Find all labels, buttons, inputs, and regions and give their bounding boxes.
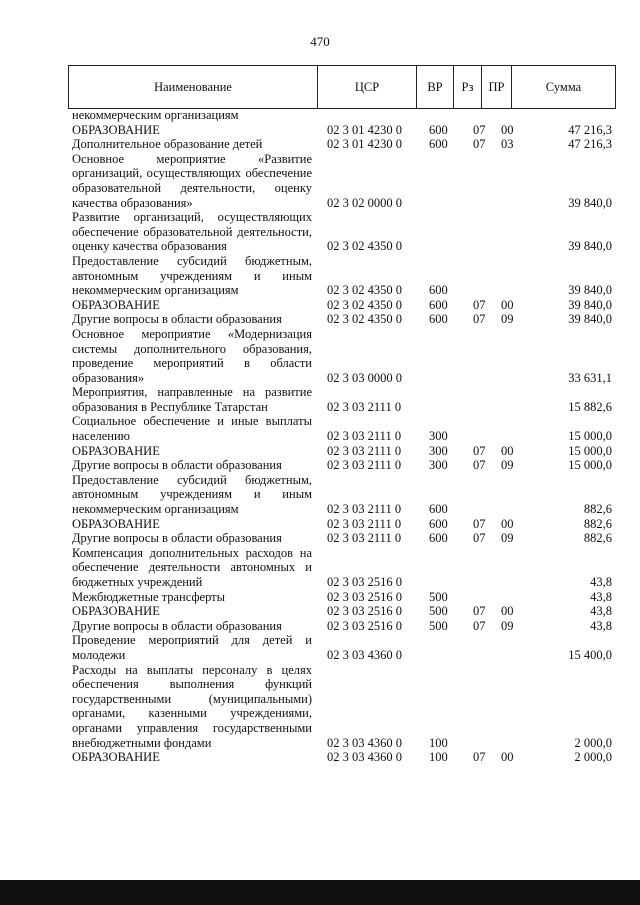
cell-csr: 02 3 02 4350 0 bbox=[327, 312, 402, 327]
table-row bbox=[72, 546, 612, 590]
page-number: 470 bbox=[310, 34, 330, 49]
cell-csr: 02 3 03 2111 0 bbox=[327, 399, 402, 414]
cell-vr: 100 bbox=[429, 750, 448, 765]
cell-csr: 02 3 02 0000 0 bbox=[327, 195, 402, 210]
cell-sum: 39 840,0 bbox=[568, 283, 612, 298]
cell-rz: 07 bbox=[473, 531, 486, 546]
cell-vr: 500 bbox=[429, 618, 448, 633]
table-row bbox=[72, 137, 612, 152]
cell-sum: 882,6 bbox=[583, 502, 612, 517]
cell-name: Дополнительное образование детей bbox=[72, 137, 263, 152]
cell-name: ОБРАЗОВАНИЕ bbox=[72, 297, 160, 312]
cell-name: Другие вопросы в области образования bbox=[72, 458, 282, 473]
table-row bbox=[72, 531, 612, 546]
cell-vr: 600 bbox=[429, 531, 448, 546]
table-row bbox=[72, 108, 612, 123]
cell-vr: 300 bbox=[429, 443, 448, 458]
table-row bbox=[72, 298, 612, 313]
cell-name: Расходы на выплаты персоналу в целях обеспечения выполнения функций государственными (муниципальными) органами, казенными учреждениями, органами управления государственными внебюджетными фондами bbox=[72, 662, 312, 750]
table-header bbox=[68, 65, 616, 109]
cell-rz: 07 bbox=[473, 137, 486, 152]
cell-csr: 02 3 03 2516 0 bbox=[327, 575, 402, 589]
cell-name: ОБРАЗОВАНИЕ bbox=[72, 750, 160, 765]
table-row bbox=[72, 750, 612, 765]
cell-pr: 00 bbox=[501, 443, 514, 458]
cell-csr: 02 3 03 2111 0 bbox=[327, 516, 402, 531]
cell-name: Основное мероприятие «Развитие организаций, осуществляющих обеспечение образовательной деятельности, оценку качества образования» bbox=[72, 151, 312, 210]
cell-name: ОБРАЗОВАНИЕ bbox=[72, 604, 160, 619]
table-row bbox=[72, 619, 612, 634]
table-row bbox=[72, 327, 612, 385]
cell-csr: 02 3 03 2516 0 bbox=[327, 618, 402, 633]
scan-border bbox=[0, 880, 640, 905]
cell-csr: 02 3 03 0000 0 bbox=[327, 370, 402, 385]
cell-csr: 02 3 03 2111 0 bbox=[327, 443, 402, 458]
cell-rz: 07 bbox=[473, 443, 486, 458]
cell-name: некоммерческим организациям bbox=[72, 108, 239, 122]
cell-csr: 02 3 02 4350 0 bbox=[327, 239, 402, 254]
cell-vr: 500 bbox=[429, 604, 448, 619]
cell-name: Другие вопросы в области образования bbox=[72, 531, 282, 546]
table-body bbox=[72, 108, 612, 765]
cell-vr: 300 bbox=[429, 458, 448, 473]
header-csr: ЦСР bbox=[318, 66, 417, 108]
cell-sum: 15 400,0 bbox=[568, 647, 612, 662]
cell-pr: 00 bbox=[501, 604, 514, 619]
cell-name: Основное мероприятие «Модернизация системы дополнительного образования, проведение мероприятий в области образования» bbox=[72, 326, 312, 385]
cell-name: Предоставление субсидий бюджетным, автономным учреждениям и иным некоммерческим организациям bbox=[72, 253, 312, 298]
cell-rz: 07 bbox=[473, 604, 486, 619]
cell-sum: 33 631,1 bbox=[568, 370, 612, 385]
table-row bbox=[72, 590, 612, 605]
cell-csr: 02 3 03 2111 0 bbox=[327, 531, 402, 546]
cell-csr: 02 3 01 4230 0 bbox=[327, 122, 402, 137]
cell-rz: 07 bbox=[473, 516, 486, 531]
header-vr: ВР bbox=[417, 66, 454, 108]
cell-pr: 03 bbox=[501, 137, 514, 152]
cell-vr: 600 bbox=[429, 137, 448, 152]
cell-vr: 500 bbox=[429, 589, 448, 604]
cell-name: Другие вопросы в области образования bbox=[72, 618, 282, 633]
table-row bbox=[72, 254, 612, 298]
cell-pr: 09 bbox=[501, 618, 514, 633]
cell-csr: 02 3 01 4230 0 bbox=[327, 137, 402, 152]
cell-csr: 02 3 03 4360 0 bbox=[327, 750, 402, 765]
cell-vr: 300 bbox=[429, 429, 448, 444]
header-rz: Рз bbox=[454, 66, 482, 108]
table-row bbox=[72, 414, 612, 443]
cell-vr: 600 bbox=[429, 502, 448, 517]
table-row bbox=[72, 458, 612, 473]
cell-name: Мероприятия, направленные на развитие образования в Республике Татарстан bbox=[72, 385, 312, 414]
cell-rz: 07 bbox=[473, 312, 486, 327]
cell-rz: 07 bbox=[473, 750, 486, 765]
cell-pr: 09 bbox=[501, 312, 514, 327]
cell-name: Социальное обеспечение и иные выплаты населению bbox=[72, 414, 312, 444]
cell-pr: 00 bbox=[501, 516, 514, 531]
cell-name: Развитие организаций, осуществляющих обеспечение образовательной деятельности, оценку качества образования bbox=[72, 210, 312, 254]
cell-sum: 39 840,0 bbox=[568, 195, 612, 210]
table-row bbox=[72, 385, 612, 414]
cell-csr: 02 3 03 2111 0 bbox=[327, 429, 402, 444]
table-row bbox=[72, 152, 612, 210]
cell-sum: 15 000,0 bbox=[568, 458, 612, 473]
cell-rz: 07 bbox=[473, 458, 486, 473]
table-row bbox=[72, 312, 612, 327]
cell-vr: 600 bbox=[429, 312, 448, 327]
cell-rz: 07 bbox=[473, 618, 486, 633]
table-row bbox=[72, 517, 612, 532]
table-row bbox=[72, 604, 612, 619]
cell-sum: 39 840,0 bbox=[568, 312, 612, 327]
cell-csr: 02 3 03 4360 0 bbox=[327, 647, 402, 662]
cell-csr: 02 3 03 2111 0 bbox=[327, 458, 402, 473]
cell-sum: 882,6 bbox=[583, 516, 612, 531]
cell-pr: 09 bbox=[501, 531, 514, 546]
cell-sum: 882,6 bbox=[583, 531, 612, 546]
cell-name: ОБРАЗОВАНИЕ bbox=[72, 516, 160, 531]
cell-vr: 100 bbox=[429, 735, 448, 750]
cell-vr: 600 bbox=[429, 283, 448, 298]
cell-csr: 02 3 02 4350 0 bbox=[327, 283, 402, 298]
cell-name: ОБРАЗОВАНИЕ bbox=[72, 443, 160, 458]
cell-sum: 43,8 bbox=[590, 618, 612, 633]
cell-csr: 02 3 03 4360 0 bbox=[327, 735, 402, 750]
table-row bbox=[72, 123, 612, 138]
header-sum: Сумма bbox=[545, 79, 582, 94]
cell-vr: 600 bbox=[429, 516, 448, 531]
cell-sum: 43,8 bbox=[590, 589, 612, 604]
cell-sum: 15 000,0 bbox=[568, 429, 612, 444]
cell-sum: 15 882,6 bbox=[568, 399, 612, 414]
cell-csr: 02 3 03 2516 0 bbox=[327, 589, 402, 604]
table-row bbox=[72, 663, 612, 751]
cell-sum: 15 000,0 bbox=[568, 443, 612, 458]
cell-sum: 43,8 bbox=[590, 604, 612, 619]
cell-csr: 02 3 03 2111 0 bbox=[327, 502, 402, 517]
table-row bbox=[72, 633, 612, 662]
cell-sum: 47 216,3 bbox=[568, 137, 612, 152]
cell-sum: 39 840,0 bbox=[568, 239, 612, 254]
cell-name: Компенсация дополнительных расходов на обеспечение деятельности автономных и бюджетных учреждений bbox=[72, 545, 312, 589]
cell-pr: 00 bbox=[501, 122, 514, 137]
cell-rz: 07 bbox=[473, 297, 486, 312]
cell-sum: 2 000,0 bbox=[574, 750, 612, 765]
cell-sum: 2 000,0 bbox=[574, 735, 612, 750]
cell-vr: 600 bbox=[429, 122, 448, 137]
cell-vr: 600 bbox=[429, 297, 448, 312]
cell-name: Проведение мероприятий для детей и молодежи bbox=[72, 633, 312, 662]
header-name: Наименование bbox=[69, 66, 318, 108]
cell-pr: 09 bbox=[501, 458, 514, 473]
table-row bbox=[72, 473, 612, 517]
cell-pr: 00 bbox=[501, 297, 514, 312]
cell-name: ОБРАЗОВАНИЕ bbox=[72, 122, 160, 137]
cell-name: Другие вопросы в области образования bbox=[72, 312, 282, 327]
cell-name: Предоставление субсидий бюджетным, автономным учреждениям и иным некоммерческим организациям bbox=[72, 472, 312, 517]
cell-name: Межбюджетные трансферты bbox=[72, 589, 226, 604]
cell-pr: 00 bbox=[501, 750, 514, 765]
cell-sum: 39 840,0 bbox=[568, 297, 612, 312]
cell-csr: 02 3 03 2516 0 bbox=[327, 604, 402, 619]
cell-sum: 47 216,3 bbox=[568, 122, 612, 137]
header-pr: ПР bbox=[482, 66, 512, 108]
table-row bbox=[72, 210, 612, 254]
cell-csr: 02 3 02 4350 0 bbox=[327, 297, 402, 312]
cell-rz: 07 bbox=[473, 122, 486, 137]
table-row bbox=[72, 444, 612, 459]
cell-sum: 43,8 bbox=[590, 575, 612, 589]
